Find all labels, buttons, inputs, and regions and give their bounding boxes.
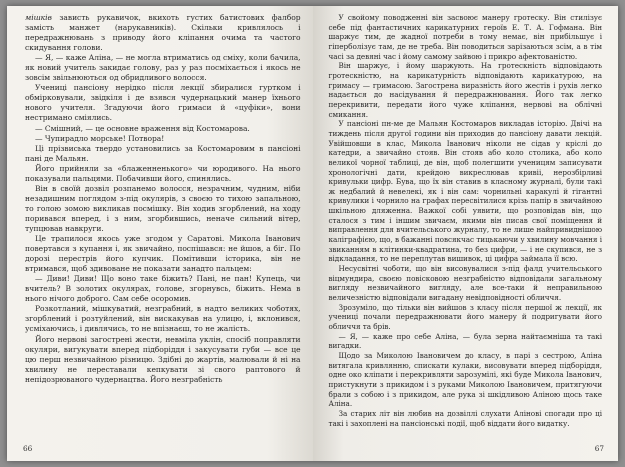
page-number: 66 [23,444,33,453]
page-number: 67 [594,444,604,453]
paragraph: Він шаржує, і йому шаржують. На гротескність відповідають гротескністю, на карикатурність відповідають карикатурою, на гримасу — гримасою. Загострена виразність його жестів і рухів легко надається до насідування й передражнювання. Його так легко перекривити, передати його чуже кліпання, нервові на облічні смикання. [328,61,602,119]
paragraph: За старих літ він любив на дозвіллі слухати Алінові спогади про ці такі і захоплені на пансіонські події, щоб віддати його видатку. [328,408,602,428]
paragraph: — Чупирадло морське! Потвора! [35,133,165,143]
paragraph: Розкотланий, мішкуватий, незграбний, в надто великих чоботях, згорблений і розтуйлений, він вискакував на улицю, і, вклонився, усміхаючись, і дивлячись, то не впізнаєш, то не жалість. [25,304,301,334]
paragraph: У пансіоні пн-ме де Мальян Костомаров викладав історію. Двічі на тиждень після другої години він приходив до пансіону давати лекцій. Увійшовши в клас, Микола Іванович ніколи не сідав у кріслі до катедри, а звичайно стояв. Він стояв або коло столика, або коло великої чорної таблиці, де він, щоб полегшити ученицям записувати хронологічні дати, крейдою викреслював кривіі, нерозбірливі кривульки цифр. Бува, що їх він ставив в класному журналі, були такі ж недбалий й невелекі, як і він сам: чорнильні каракулі й гігантні кривулики і чорнило на графах пересвітилися крізь папір в звичайною шкільною дляженна. Важкої собі уявити, що розповідав він, що сталося з тим і іншим звичаєм, якими він писав свої поміщення й виправлення для вчительського журналу, то не лише найпривиднішою каліграфією, що, в бажанні повсякчас тицькаючи у хвилину мовчання і звиканням в клітинки-квадратина, то без цифри, — і не скупився, не з відкладання, то не переплутав вишивок, ці цифра займала її всю. [328,119,602,264]
paragraph: Учениці пансіону нерідко після лекції збиралися гуртком і обмірковували, звідкіля і де взявся чудернацький манер їхнього нового учителя. Згадуючи його гримаси й «цуфіки», вони нестримано сміялись. [25,83,301,123]
paragraph: мішків зависть рукавичок, вкихоть густих батистових фалбор замість манжет (нарукавників). Скільки кривлялось і передражнювань з приводу його кліпання очима та частого скидування голови. [25,13,301,53]
paragraph: Ці прізвиська твердо установились за Костомаровим в пансіоні пані де Мальян. [25,143,301,163]
paragraph: Це трапилося якось уже згодом у Саратові. Микола Іванович повертався з купання і, як звичайно, поспішався: не йшов, а біг. По дорозі перестрів його купчик. Помітивши історика, він не втримався, щоб здивоване не показати занадто пальцем: [25,234,301,274]
paragraph: — Смішний, — це основне враження від Костомарова. [35,123,250,133]
right-page-text [329,13,603,428]
left-page-text [25,13,301,385]
paragraph: Несусвітні чоботи, що він висовувалися з-під фалд учительського віцмундира, своєю повісковою незграбністю відповідали загальному вигляду незвичайного вигляду, але все-таки й неправильною величезністю відповідали вигадану невідповідності обличчя. [328,264,602,303]
paragraph: — Я, — каже про себе Аліна, — була зерна найтаємніша та такі вигадки. [328,331,602,351]
paragraph: У свойому поводженні він засвоює манеру гротеску. Він стилізує себе під фантастичних карикатурних героїв Е. Т. А. Гофмана. Він шаржує тим, де жадної потреби в тому немає, він прибільшує і гіперболізує там, де не треба. Він поводиться зарізаються зсім, а в тім часі за девяні час і йому самому зайвою і прикро афектованістю. [328,13,602,61]
book-spread [7,6,618,461]
paragraph: Його прийняли за «блаженненького» чи юродивого. На нього показували пальцями. Побачивши його, спинялись. [25,163,301,183]
paragraph: — Диви! Диви! Що воно таке біжить? Пані, не пан! Купець, чи вчитель? В золотих окулярах, голове, згорнувсь, біжить. Нема в нього нічого доброго. Сам себе осоромив. [25,274,301,304]
paragraph: Зрозуміло, що тільки він вийшов з класу після першої ж лекції, як учениці почали передражнювати його манеру й подригувати його обличчя та брів. [328,302,602,331]
left-page [7,6,313,461]
paragraph: Він в своїй дозвіл розпанемо волосся, незрачним, чудним, ніби незадишним поглядом з-під окулярів, з своєю то тихою запальною, то голою зомою викликав посмішку. Він ходив згорблений, на ходу поривався вперед, і з ним, згорбившись, неначе сильний вітер, тупцював навкруги. [25,183,301,233]
italic-word: мішків [25,13,52,22]
right-page [313,6,619,461]
paragraph: Його нервові загострені жести, невміла уклін, спосіб поправляти окуляри, вигукувати вперед підборіддя і закусувати губи — все це цю перш незвичайною різницю. Здібні до жартів, малювали й ні на хвилину не переставали кепкувати зі свого раптового й непідозрюваного чудернацтва. Його незграбність [25,334,301,384]
paragraph: — Я, — каже Аліна, — не могла втриматись од сміху, коли бачила, як новий учитель закидає голову, раз у раз посміхається і якось не зовсім звільнюються од обридливого волосся. [25,53,301,83]
paragraph: Щодо за Миколою Івановичем до класу, в парі з сестрою, Аліна витягала кривлянню, спискати кулаки, висовувати вперед підборіддя, одне око кліпати і перекривляти зарозумілі, які буде Микола Іванович, пристукнути з прикидом і з руками Миколою Івановичем, притягуючи брали з собою і з прикидом, але рука зі шкідливою Аліною щось таке Аліна. [328,350,602,409]
